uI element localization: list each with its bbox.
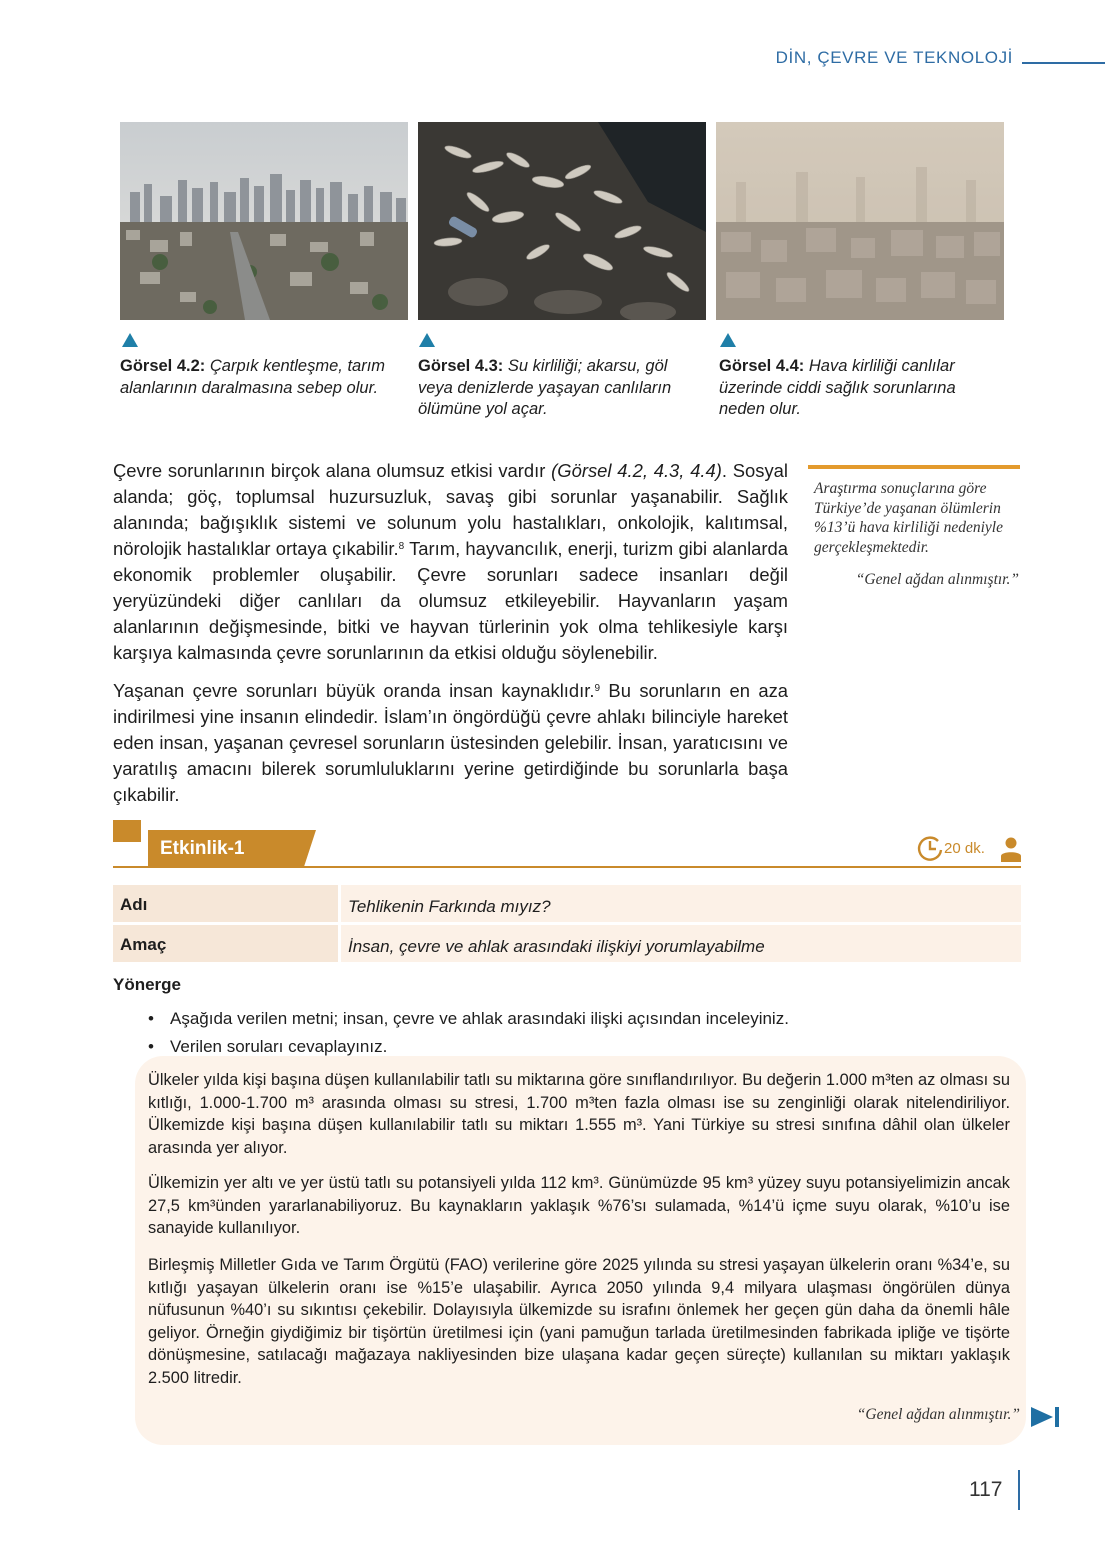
activity-duration: 20 dk.	[944, 840, 985, 857]
side-note-text: Araştırma sonuçlarına göre Türkiye’de yaşanan ölümlerin %13’ü hava kirliliği nedeniyle gerçekleşmektedir.	[814, 480, 1003, 556]
table-label: Adı	[120, 895, 148, 914]
figure-reference: (Görsel 4.2, 4.3, 4.4)	[551, 460, 722, 481]
reading-box	[135, 1056, 1026, 1445]
dead-fish-photo	[418, 122, 706, 320]
reading-source: “Genel ağdan alınmıştır.”	[856, 1406, 1020, 1423]
caption-marker-icon	[122, 333, 138, 347]
page-number: 117	[969, 1478, 1003, 1501]
activity-corner-mark	[113, 820, 141, 842]
bullet-icon: •	[148, 1009, 154, 1028]
figure-caption-4-3	[418, 356, 698, 421]
list-item-text: Verilen soruları cevaplayınız.	[170, 1037, 388, 1056]
directions-heading: Yönerge	[113, 975, 182, 994]
caption-label: Görsel 4.3:	[418, 357, 504, 375]
header-rule	[1022, 62, 1105, 64]
table-label-cell	[113, 925, 338, 962]
caption-text: Hava kirliliği canlılar üzerinde ciddi sağlık sorunlarına neden olur.	[719, 357, 956, 418]
side-note-source: “Genel ağdan alınmıştır.”	[855, 571, 1019, 588]
figure-caption-4-2	[120, 356, 400, 399]
person-icon	[1000, 836, 1022, 862]
chapter-title: DİN, ÇEVRE VE TEKNOLOJİ	[775, 48, 1013, 67]
side-note-rule	[808, 465, 1020, 469]
table-value-cell	[341, 925, 1021, 962]
next-page-icon[interactable]	[1031, 1406, 1061, 1428]
table-row	[113, 925, 1021, 962]
page-number-rule	[1018, 1470, 1020, 1510]
table-value: İnsan, çevre ve ahlak arasındaki ilişkiyi yorumlayabilme	[348, 937, 765, 956]
text-run: . Sosyal alanda; göç, toplumsal huzursuzluk, savaş gibi sorunlar yaşanabilir. Sağlık alanında; bağışıklık sistemi ve solunum yolu hastalıkları, onkolojik, kalıtımsal, nörolojik hastalıklar ortaya çıkabilir.	[113, 460, 788, 559]
activity-rule	[113, 866, 1021, 868]
table-value-cell	[341, 885, 1021, 922]
table-value: Tehlikenin Farkında mıyız?	[348, 897, 551, 916]
table-label-cell	[113, 885, 338, 922]
text-run: Çevre sorunlarının birçok alana olumsuz etkisi vardır	[113, 460, 552, 481]
activity-title: Etkinlik-1	[160, 838, 245, 859]
clock-icon	[917, 835, 943, 861]
footnote-ref: 8	[398, 541, 405, 552]
body-paragraph-1	[113, 458, 788, 666]
city-skyline-photo	[120, 122, 408, 320]
reading-paragraph-3: Birleşmiş Milletler Gıda ve Tarım Örgütü (FAO) verilerine göre 2025 yılında su stresi yaşayan ülkelerin oranı %34’e, su kıtlığı yaşayan ülkelerin oranı ise %15’e ulaşabilir. Ayrıca 2050 yılında 9,4 milyara ulaşması öngörülen dünya nüfusunun %40’ı su sıkıntısı çekebilir. Dolayısıyla ülkemizde su israfını önlemek her geçen gün daha da önemli hâle geliyor. Örneğin giydiğimiz bir tişörtün üretilmesi için (yani pamuğun tarlada üretilmesinden fabrikada ipliğe ve tişörte dönüşmesine, satılacağı mağazaya nakliyesinden bize ulaşana kadar geçen süreçte) kullanılan su miktarı yaklaşık 2.500 litredir.	[148, 1256, 1010, 1387]
table-label: Amaç	[120, 935, 167, 954]
caption-text: Çarpık kentleşme, tarım alanlarının daralmasına sebep olur.	[120, 357, 386, 397]
list-item-text: Aşağıda verilen metni; insan, çevre ve ahlak arasındaki ilişki açısından inceleyiniz.	[170, 1009, 789, 1028]
reading-paragraph-1: Ülkeler yılda kişi başına düşen kullanılabilir tatlı su miktarına göre sınıflandırılıyor. Bu değerin 1.000 m³ten az olması su kıtlığı, 1.000-1.700 m³ arasında olması su stresi, 1.700 m³ten fazla olması ise su zenginliği olarak nitelendiriliyor. Ülkemizde kişi başına düşen kullanılabilir tatlı su miktarı 1.555 m³. Yani Türkiye su stresi sınıfına dâhil olan ülkeler arasında yer alıyor.	[148, 1071, 1010, 1157]
text-run: Bu sorunların en aza indirilmesi yine insanın elindedir. İslam’ın öngördüğü çevre ahlakı bilinciyle hareket eden insan, yaşanan çevresel sorunların üstesinden gelebilir. İnsan, yaratıcısını ve yaratılış amacını bilerek sorumluluklarını yerine getirdiğinde bu sorunlarla başa çıkabilir.	[113, 680, 788, 805]
smog-city-photo	[716, 122, 1004, 320]
caption-label: Görsel 4.2:	[120, 357, 206, 375]
caption-label: Görsel 4.4:	[719, 357, 805, 375]
caption-marker-icon	[419, 333, 435, 347]
bullet-icon: •	[148, 1037, 154, 1056]
footnote-ref: 9	[594, 683, 601, 694]
reading-paragraph-2: Ülkemizin yer altı ve yer üstü tatlı su potansiyeli yılda 112 km³. Günümüzde 95 km³ yüzey suyu potansiyelimizin ancak 27,5 km³ünden yararlanabiliyoruz. Bu kaynakların yaklaşık %76’sı sulamada, %14’ü içme suyu olarak, %10’u ise sanayide kullanılıyor.	[148, 1174, 1010, 1237]
text-run: Tarım, hayvancılık, enerji, turizm gibi alanlarda ekonomik problemler oluşabilir. Çevre sorunları sadece insanları değil yeryüzündeki diğer canlıları da olumsuz etkileyebilir. Hayvanların yaşam alanlarının değişmesinde, bitki ve hayvan türlerinin yok olma tehlikesiyle karşı karşıya kalmasında çevre sorunlarının da etkisi olduğu söylenebilir.	[113, 538, 788, 663]
body-paragraph-2	[113, 678, 788, 808]
table-row	[113, 885, 1021, 922]
text-run: Yaşanan çevre sorunları büyük oranda insan kaynaklıdır.	[113, 680, 595, 701]
figure-caption-4-4	[719, 356, 999, 421]
caption-marker-icon	[720, 333, 736, 347]
caption-text: Su kirliliği; akarsu, göl veya denizlerde yaşayan canlıların ölümüne yol açar.	[418, 357, 672, 418]
